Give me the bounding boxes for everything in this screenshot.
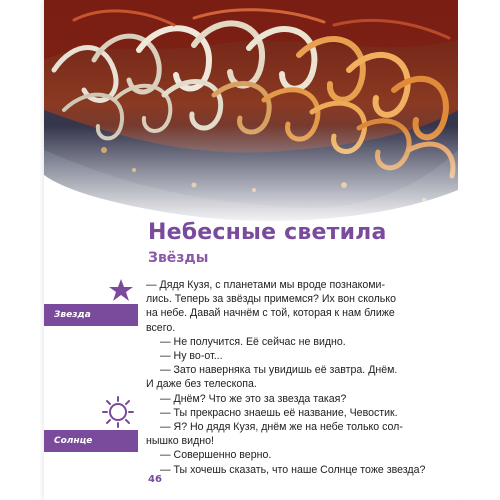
term-tab-sun [44, 430, 138, 452]
text-line: — Ты прекрасно знаешь её название, Чевостик. [160, 406, 398, 419]
section-subtitle: Звёзды [148, 250, 209, 266]
feathered-hat-illustration [44, 0, 458, 228]
sun-icon [102, 396, 134, 432]
text-line: — Я? Но дядя Кузя, днём же на небе только сол- [160, 421, 403, 434]
dialogue-text [146, 278, 446, 477]
page-number: 46 [148, 474, 162, 485]
text-line: — Зато наверняка ты увидишь её завтра. Днём. [160, 364, 398, 377]
text-line: — Ты хочешь сказать, что наше Солнце тоже звезда? [160, 463, 426, 476]
text-line: И даже без телескопа. [146, 378, 257, 391]
text-line: — Дядя Кузя, с планетами мы вроде познакоми- [146, 279, 385, 291]
text-line: — Днём? Что же это за звезда такая? [160, 392, 347, 405]
text-line: — Не получится. Её сейчас не видно. [160, 335, 346, 348]
term-label-sun: Солнце [54, 436, 93, 446]
term-tab-star [44, 304, 138, 326]
star-icon [108, 278, 134, 306]
text-line: — Совершенно верно. [160, 449, 272, 462]
text-line: нышко видно! [146, 435, 214, 448]
text-line: — Ну во-от... [160, 350, 223, 363]
term-label-star: Звезда [54, 310, 91, 320]
text-line: лись. Теперь за звёзды примемся? Их вон сколько [146, 293, 396, 306]
text-line: на небе. Давай начнём с той, которая к нам ближе [146, 307, 395, 320]
page-title: Небесные светила [148, 220, 387, 245]
text-line: всего. [146, 321, 176, 334]
